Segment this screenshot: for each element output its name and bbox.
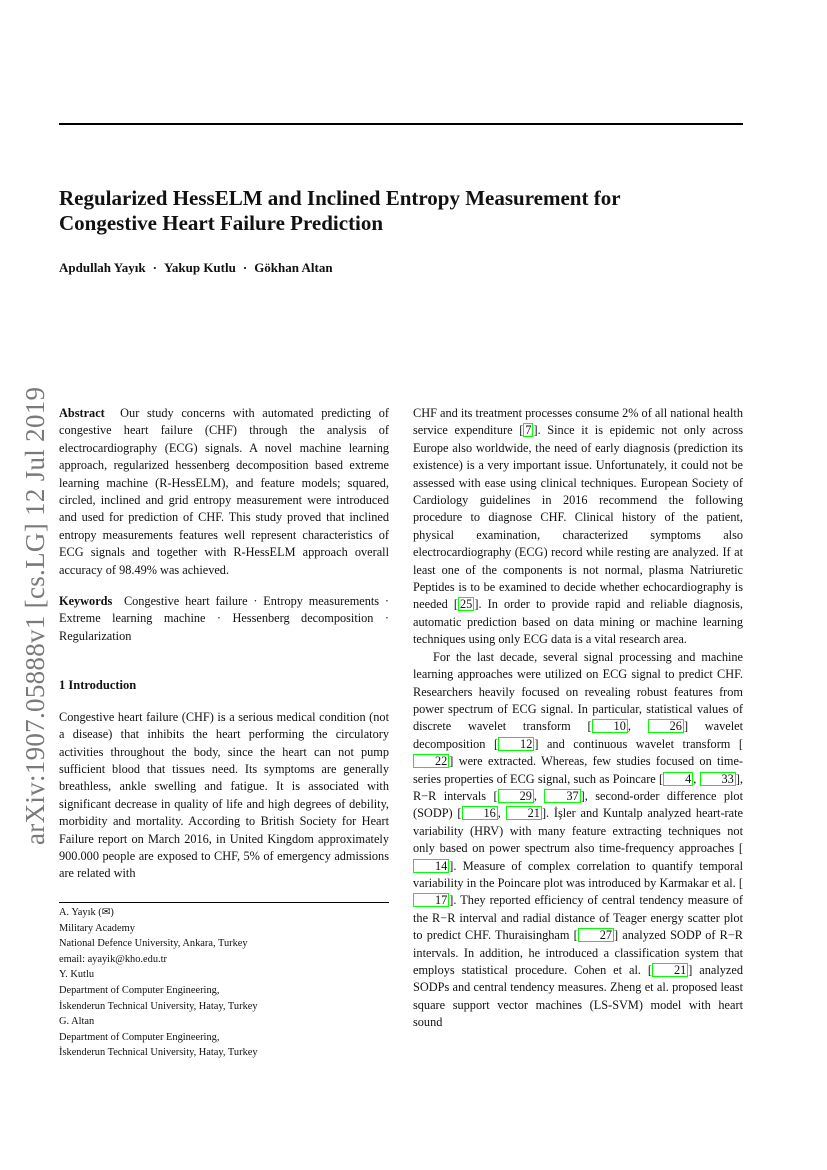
citation-link[interactable]: 14 <box>413 859 449 873</box>
citation-link[interactable]: 22 <box>413 754 449 768</box>
footnote-line: Military Academy <box>59 922 135 934</box>
citation-link[interactable]: 37 <box>544 789 580 803</box>
author-3: Gökhan Altan <box>254 260 333 275</box>
footnote-line: A. Yayık (✉) <box>59 907 114 918</box>
citation-link[interactable]: 4 <box>663 772 693 786</box>
author-separator: · <box>242 260 248 275</box>
footnote-line: İskenderun Technical University, Hatay, Turkey <box>59 1000 258 1012</box>
citation-link[interactable]: 10 <box>592 719 628 733</box>
citation-link[interactable]: 16 <box>462 806 498 820</box>
footnote-line: National Defence University, Ankara, Turkey <box>59 938 248 950</box>
abstract-label: Abstract <box>59 406 105 420</box>
keywords-label: Keywords <box>59 594 113 609</box>
paper-title <box>59 186 749 236</box>
intro-paragraph-1: Congestive heart failure (CHF) is a serious medical condition (not a disease) that inhibits the heart performing the circulatory activities throughout the body, since the heart can not pump sufficient blood that tissues need. Its symptoms are generally breathless, ankle swelling and fatigue. It is associated with significant decrease in quality of life and high degrees of debility, morbidity and mortality. According to British Society for Heart Failure report on March 2016, in United Kingdom approximately 900.000 people are exposed to CHF, 5% of emergency admissions are related with <box>59 709 389 881</box>
author-1: Apdullah Yayık <box>59 260 146 275</box>
citation-link[interactable]: 27 <box>578 928 614 942</box>
author-2: Yakup Kutlu <box>163 260 236 275</box>
footnote-rule <box>59 902 389 903</box>
citation-link[interactable]: 12 <box>498 737 534 751</box>
keywords <box>59 593 389 645</box>
citation-link[interactable]: 25 <box>460 597 473 612</box>
citation-link[interactable]: 29 <box>498 789 534 803</box>
footnote-line: G. Altan <box>59 1016 95 1028</box>
intro-paragraph-2: For the last decade, several signal processing and machine learning approaches were utilized on ECG signal to predict CHF. Researchers heavily focused on revealing robust features from power spectrum of ECG signal. In particular, statistical values of discrete wavelet transform [ 10 , 26 ] wavelet decomposition [ 12 ] and continuous wavelet transform [22 ] were extracted. Whereas, few studies focused on time-series properties of ECG signal, such as Poincare [ 4 , 33 ], R−R intervals [ 29 , 37 ], second-order difference plot (SODP) [ 16 , 21 ]. İşler and Kuntalp analyzed heart-rate variability (HRV) with many feature extracting techniques not only based on power spectrum also time-frequency approaches [14 ]. Measure of complex correlation to quantify temporal variability in the Poincare plot was introduced by Karmakar et al. [17 ]. They reported efficiency of central tendency measure of the R−R interval and radial distance of Teager energy scatter plot to predict CHF. Thuraisingham [ 27 ] analyzed SODP of R−R intervals. In addition, he introduced a classification system that employs statistical procedure. Cohen et al. [ 21 ] analyzed SODPs and central tendency measures. Zheng et al. proposed least square support vector machines (LS-SVM) model with heart sound <box>413 649 743 1030</box>
footnote-line: İskenderun Technical University, Hatay, Turkey <box>59 1047 258 1059</box>
abstract <box>59 405 389 579</box>
citation-link[interactable]: 21 <box>506 806 542 820</box>
footnote-line: Department of Computer Engineering, <box>59 984 220 996</box>
author-list <box>59 260 333 276</box>
arxiv-stamp: arXiv:1907.05888v1 [cs.LG] 12 Jul 2019 <box>20 386 50 845</box>
footnote-line: Y. Kutlu <box>59 969 95 981</box>
citation-link[interactable]: 33 <box>700 772 736 786</box>
citation-link[interactable]: 21 <box>652 963 688 977</box>
title-line-1: Regularized HessELM and Inclined Entropy Measurement for <box>59 186 621 210</box>
title-line-2: Congestive Heart Failure Prediction <box>59 211 384 235</box>
intro-paragraph-continued: CHF and its treatment processes consume 2% of all national health service expenditure [ 7 ]. Since it is epidemic not only across Europe also worldwide, the need of early diagnosis (prediction its existence) is a very important issue. Unfortunately, it could not be assessed with ease using clinical techniques. European Society of Cardiology guidelines in 2016 recommend the following procedure to diagnose CHF. Clinical history of the patient, physical examination, characterized symptoms also electrocardiography (ECG) record while resting are analyzed. If at least one of the components is not normal, plasma Natriuretic Peptides is to be examined to decide whether echocardiography is needed [ 25 ]. In order to provide rapid and reliable diagnosis, automatic prediction based on data mining or machine learning techniques using only ECG data is a vital research area. <box>413 406 743 647</box>
citation-link[interactable]: 17 <box>413 893 449 907</box>
citation-link[interactable]: 26 <box>648 719 684 733</box>
section-heading-introduction: 1 Introduction <box>59 678 137 693</box>
author-separator: · <box>152 260 157 275</box>
keywords-text: Congestive heart failure · Entropy measurements · Extreme learning machine · Hessenberg decomposition · Regularization <box>59 594 389 643</box>
footnote-line: Department of Computer Engineering, <box>59 1031 220 1043</box>
citation-link[interactable]: 7 <box>525 423 532 438</box>
left-column <box>59 405 389 883</box>
author-affiliations <box>59 905 258 1061</box>
top-rule <box>59 123 743 125</box>
right-column <box>413 405 743 1032</box>
footnote-email[interactable]: email: ayayik@kho.edu.tr <box>59 953 167 965</box>
abstract-text: Our study concerns with automated predicting of congestive heart failure (CHF) through the analysis of electrocardiography (ECG) signals. A novel machine learning approach, regularized hessenberg decomposition based extreme learning machine (R-HessELM), and feature models; squared, circled, inclined and grid entropy measurement were introduced and used for prediction of CHF. This study proved that inclined entropy measurements features well represent characteristics of ECG signals and together with R-HessELM approach overall accuracy of 98.49% was achieved. <box>59 406 390 577</box>
